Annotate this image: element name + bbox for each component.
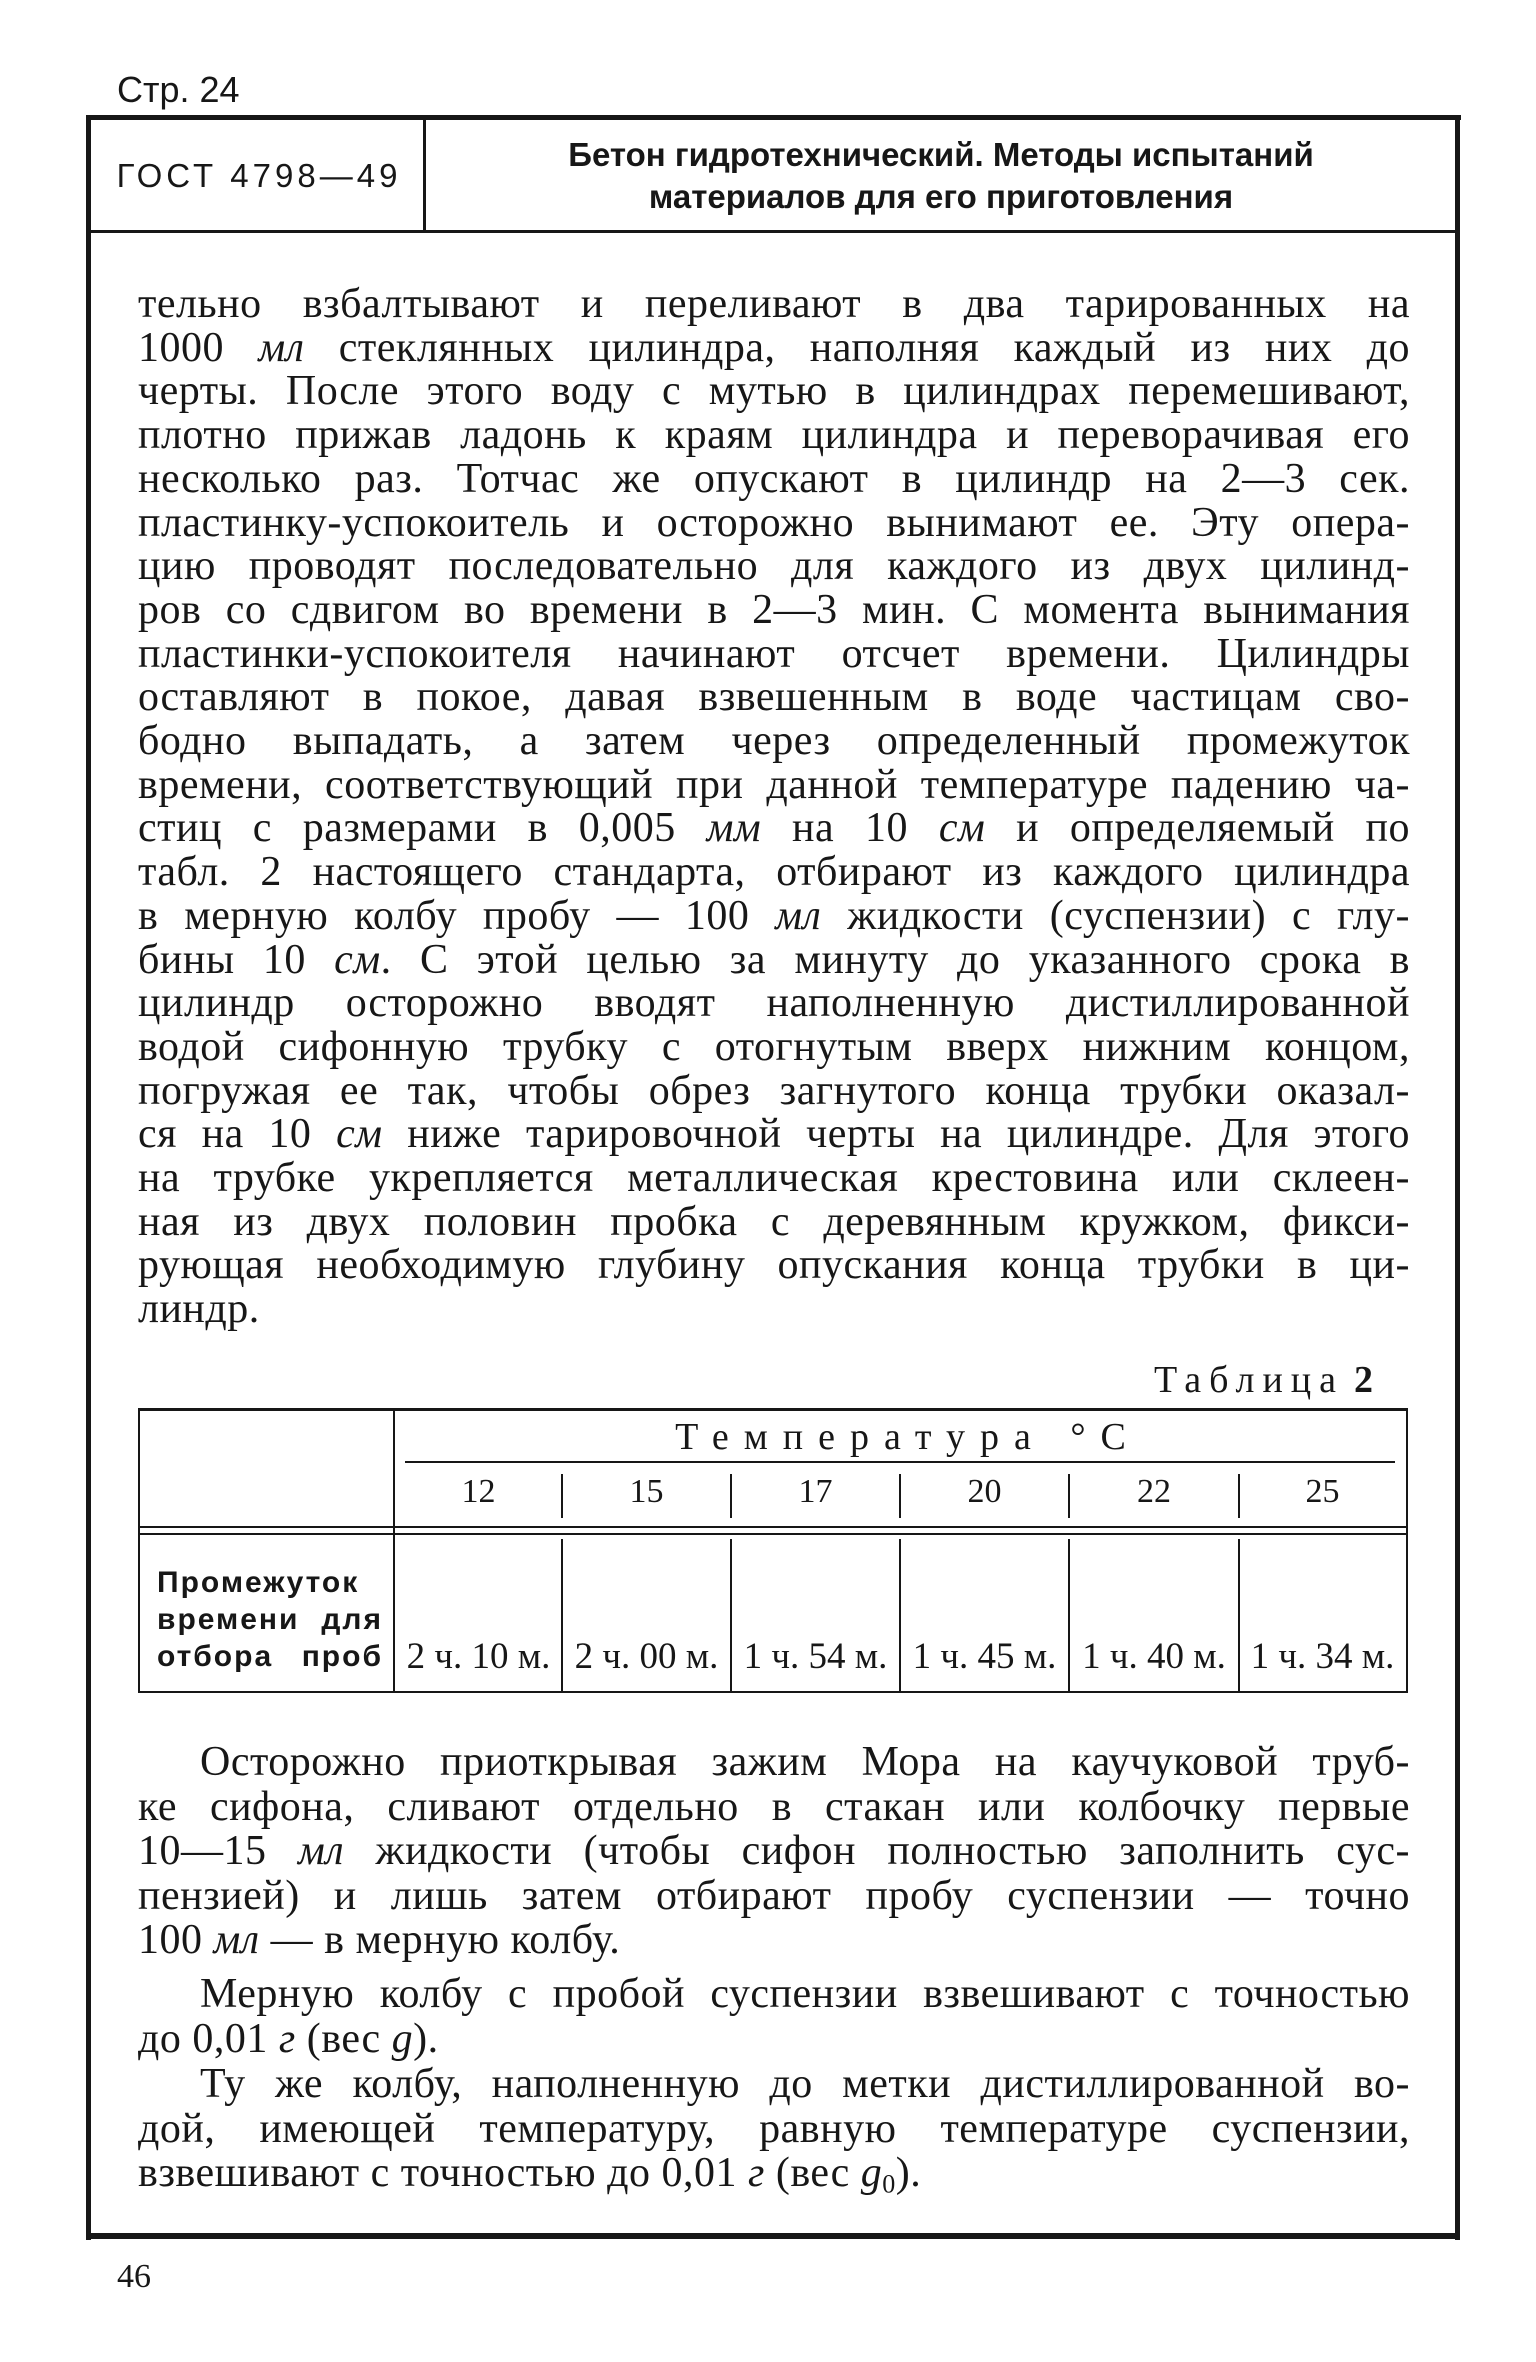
italic-unit: г	[747, 2150, 765, 2196]
text-run: ров со сдвигом во времени в 2—3 мин. С момента вынимания	[138, 586, 1410, 633]
temperature-cell: 15	[629, 1473, 664, 1510]
page-number: 46	[117, 2258, 151, 2295]
text-line	[138, 676, 1410, 720]
subscript-index: 0	[882, 2169, 896, 2199]
text-run: линдр.	[138, 1286, 260, 1333]
text-run: ).	[413, 2015, 439, 2062]
text-run: черты. После этого воду с мутью в цилиндрах перемешивают,	[138, 368, 1410, 415]
text-run: погружая ее так, чтобы обрез загнутого конца трубки оказал-	[138, 1067, 1410, 1114]
frame-right-rule	[1455, 115, 1460, 2240]
table-top-rule	[138, 1408, 1408, 1411]
text-run: ниже тарировочной черты на цилиндре. Для этого	[382, 1111, 1411, 1158]
text-line	[138, 1972, 1410, 2017]
text-line	[138, 1067, 1410, 1114]
paragraph-sedimentation-procedure	[138, 283, 1410, 1332]
italic-unit: мл	[297, 1828, 345, 1874]
text-line	[138, 1785, 1410, 1830]
row-label-line: Промежуток	[157, 1566, 360, 1599]
text-line	[138, 414, 1410, 458]
text-run: тельно взбалтывают и переливают в два тарированных на	[138, 281, 1410, 327]
text-line	[138, 892, 1410, 939]
text-run: рующая необходимую глубину опускания конца трубки в ци-	[138, 1242, 1410, 1289]
text-run: плотно прижав ладонь к краям цилиндра и переворачивая его	[138, 412, 1410, 459]
text-run: табл. 2 настоящего стандарта, отбирают из каждого цилиндра	[138, 849, 1410, 896]
interval-cell: 2 ч. 10 м.	[406, 1636, 551, 1677]
text-line	[138, 2062, 1410, 2107]
text-run: пластинки-успокоителя начинают отсчет времени. Цилиндры	[138, 630, 1410, 677]
text-run: цию проводят последовательно для каждого из двух цилинд-	[138, 543, 1410, 590]
text-line	[138, 1740, 1410, 1785]
text-line	[138, 1874, 1410, 1919]
text-run: оставляют в покое, давая взвешенным в воде частицам сво-	[138, 674, 1410, 721]
frame-left-rule	[86, 115, 91, 2240]
text-run: до 0,01	[138, 2015, 279, 2062]
italic-unit: см	[334, 936, 381, 983]
temperature-cell: 20	[967, 1473, 1002, 1510]
text-run: — в мерную колбу.	[259, 1917, 621, 1963]
row-label-line: времени для	[157, 1603, 383, 1636]
text-run: на 10	[761, 805, 939, 852]
text-line	[138, 2017, 1410, 2062]
row-label	[157, 1564, 383, 1675]
text-run: Осторожно приоткрывая зажим Мора на каучуковой труб-	[200, 1739, 1410, 1785]
text-run: цилиндр осторожно вводят наполненную дистиллированной	[138, 980, 1410, 1027]
page-label: Стр. 24	[117, 69, 240, 110]
text-line	[138, 1113, 1410, 1157]
temperature-cell: 25	[1305, 1473, 1340, 1510]
text-line	[138, 2150, 1410, 2199]
text-line	[138, 1918, 1410, 1963]
sampling-interval-row	[395, 1637, 1406, 1677]
text-line	[138, 982, 1410, 1026]
table-caption-word: Таблица	[1153, 1359, 1344, 1401]
text-run: жидкости (чтобы сифон полностью заполнить сус-	[344, 1828, 1410, 1874]
interval-cell: 1 ч. 40 м.	[1082, 1636, 1226, 1677]
text-run: 100	[138, 1917, 214, 1963]
text-run: 10—15	[138, 1828, 298, 1874]
italic-unit: мл	[775, 892, 822, 939]
temperature-cell: 17	[798, 1473, 833, 1510]
text-run: ке сифона, сливают отдельно в стакан или колбочку первые	[138, 1783, 1410, 1830]
text-run: бины 10	[138, 936, 335, 983]
italic-unit: г	[278, 2015, 296, 2062]
text-run: бодно выпадать, а затем через определенный промежуток	[138, 718, 1410, 765]
italic-unit: мл	[258, 324, 305, 371]
paragraph-siphon-sampling	[138, 1740, 1410, 1963]
paragraph-weigh-suspension	[138, 1972, 1410, 2061]
interval-cell: 1 ч. 34 м.	[1250, 1636, 1395, 1677]
table-caption-number: 2	[1354, 1359, 1373, 1401]
text-run: Ту же колбу, наполненную до метки дистиллированной во-	[200, 2061, 1410, 2107]
text-run: ).	[895, 2150, 922, 2196]
italic-unit: см	[938, 805, 986, 852]
text-run: и определяемый по	[985, 805, 1410, 852]
text-line	[138, 586, 1410, 633]
table-double-rule-upper	[138, 1526, 1408, 1528]
text-line	[138, 324, 1411, 371]
text-run: пензией) и лишь затем отбирают пробу суспензии — точно	[138, 1872, 1410, 1919]
interval-cell: 2 ч. 00 м.	[574, 1636, 719, 1677]
temperature-group-header: Температура °С	[675, 1416, 1141, 1458]
interval-cell: 1 ч. 54 м.	[743, 1636, 888, 1677]
text-line	[138, 1023, 1410, 1070]
text-run: пластинку-успокоитель и осторожно вынимают ее. Эту опера-	[138, 499, 1410, 546]
text-line	[138, 545, 1410, 589]
text-run: . С этой целью за минуту до указанного срока в	[380, 936, 1410, 983]
text-run: стиц с размерами в 0,005	[138, 805, 707, 852]
interval-cell: 1 ч. 45 м.	[912, 1636, 1057, 1677]
italic-unit: g	[860, 2150, 883, 2196]
text-line	[138, 1244, 1410, 1288]
text-line	[138, 761, 1410, 808]
text-line	[138, 1288, 1410, 1332]
frame-bottom-rule	[86, 2233, 1460, 2239]
text-run: жидкости (суспензии) с глу-	[821, 892, 1410, 939]
text-run: на трубке укрепляется металлическая крестовина или склеен-	[138, 1155, 1410, 1202]
text-line	[138, 455, 1410, 502]
standard-title	[426, 120, 1456, 231]
text-line	[138, 851, 1410, 895]
paragraph-weigh-water	[138, 2061, 1410, 2199]
text-line	[138, 630, 1410, 677]
standard-title-line: материалов для его приготовления	[648, 177, 1234, 215]
text-run: водой сифонную трубку с отогнутым вверх нижним концом,	[138, 1023, 1410, 1070]
text-run: Мерную колбу с пробой суспензии взвешивают с точностью	[200, 1971, 1410, 2017]
text-run: (вес	[295, 2015, 392, 2062]
table-sampling-intervals	[138, 1408, 1408, 1695]
text-line	[138, 1829, 1410, 1874]
row-label-line: отбора проб	[157, 1640, 383, 1673]
table-left-rule	[138, 1408, 140, 1693]
text-line	[138, 936, 1410, 983]
text-line	[138, 1198, 1410, 1245]
table-double-rule-lower	[138, 1533, 1408, 1535]
temperature-cell: 12	[461, 1473, 496, 1510]
text-line	[138, 720, 1410, 764]
italic-unit: g	[391, 2015, 414, 2062]
text-line	[138, 370, 1410, 414]
text-line	[138, 283, 1410, 327]
text-run: стеклянных цилиндра, наполняя каждый из них до	[304, 324, 1411, 371]
table-right-rule	[1406, 1408, 1408, 1693]
temperature-header-row	[395, 1472, 1406, 1512]
table-group-header-underline	[405, 1461, 1395, 1463]
italic-unit: мм	[706, 805, 762, 852]
temperature-cell: 22	[1137, 1473, 1171, 1510]
text-run: несколько раз. Тотчас же опускают в цилиндр на 2—3 сек.	[138, 455, 1410, 502]
text-run: ся на 10	[138, 1111, 337, 1158]
text-run: взвешивают с точностью до 0,01	[138, 2150, 748, 2196]
text-run: времени, соответствующий при данной температуре падению ча-	[138, 761, 1410, 808]
standard-code: ГОСТ 4798—49	[116, 156, 402, 194]
text-line	[138, 2107, 1410, 2152]
italic-unit: см	[336, 1111, 383, 1158]
table-bottom-rule	[138, 1691, 1408, 1693]
text-run: ная из двух половин пробка с деревянным кружком, фикси-	[138, 1198, 1410, 1245]
text-run: (вес	[764, 2150, 861, 2196]
text-run: 1000	[138, 324, 259, 371]
text-run: дой, имеющей температуру, равную температуре суспензии,	[138, 2105, 1410, 2152]
standard-title-line: Бетон гидротехнический. Методы испытаний	[568, 135, 1314, 173]
text-run: в мерную колбу пробу — 100	[138, 892, 776, 939]
text-line	[138, 807, 1410, 851]
table-caption	[1000, 1358, 1373, 1402]
text-line	[138, 499, 1410, 546]
text-line	[138, 1157, 1410, 1201]
italic-unit: мл	[213, 1917, 260, 1963]
